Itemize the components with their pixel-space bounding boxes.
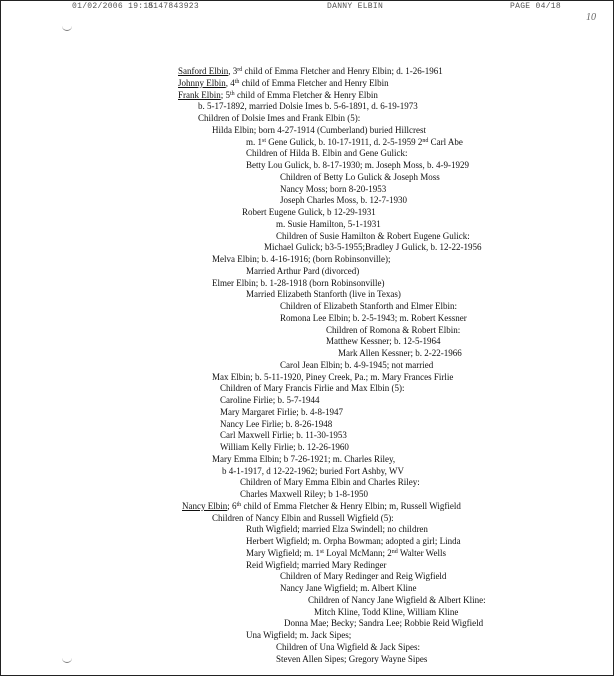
line-text: Children of Nancy Elbin and Russell Wigfield (5): [212, 512, 394, 523]
line-text: Children of Una Wigfield & Jack Sipes: [276, 641, 420, 652]
genealogy-line [178, 90, 378, 101]
line-text: Elmer Elbin; b. 1-28-1918 (born Robinsonville) [212, 277, 385, 288]
line-text: Mary Margaret Firlie; b. 4-8-1947 [220, 406, 344, 417]
line-text: Children of Hilda B. Elbin and Gene Gulick: [246, 148, 408, 159]
line-text: ; 5 [220, 89, 231, 100]
line-text: Romona Lee Elbin; b. 2-5-1943; m. Robert Kessner [280, 312, 467, 323]
genealogy-line [240, 489, 368, 500]
genealogy-line [246, 289, 401, 300]
genealogy-line [178, 66, 443, 77]
genealogy-line [220, 419, 332, 430]
genealogy-line [220, 395, 319, 406]
line-text: Carl Maxwell Firlie; b. 11-30-1953 [220, 430, 347, 441]
line-text: Una Wigfield; m. Jack Sipes; [246, 630, 352, 640]
fax-date-time: 01/02/2006 19:15 [72, 2, 154, 11]
line-text: Nancy Moss; born 8-20-1953 [280, 183, 387, 194]
line-text: Children of Romona & Robert Elbin: [326, 324, 461, 335]
line-text: Mitch Kline, Todd Kline, William Kline [314, 606, 459, 617]
line-text: Donna Mae; Becky; Sandra Lee; Robbie Reid Wigfield [284, 618, 484, 629]
genealogy-line [280, 195, 407, 206]
genealogy-line [280, 184, 386, 195]
genealogy-line [246, 160, 469, 171]
fax-header [0, 2, 614, 14]
genealogy-line [212, 454, 395, 465]
line-text: , 4 [225, 77, 235, 88]
line-text: Married Arthur Pard (divorced) [246, 265, 360, 276]
person-name-underlined: Nancy Elbin [182, 500, 228, 511]
genealogy-line [198, 113, 360, 124]
line-text: Reid Wigfield; married Mary Redinger [246, 559, 387, 570]
line-text: ; 6 [227, 500, 237, 511]
genealogy-line [220, 383, 404, 394]
line-text: Joseph Charles Moss, b. 12-7-1930 [280, 195, 407, 206]
genealogy-line [246, 548, 446, 559]
fax-page-number: PAGE 04/18 [510, 2, 562, 11]
genealogy-line [280, 313, 467, 324]
genealogy-line [264, 242, 481, 253]
genealogy-line [280, 172, 440, 183]
line-text: , 3 [228, 66, 238, 76]
ordinal-suffix: nd [422, 137, 429, 144]
line-text: m. Susie Hamilton, 5-1-1931 [276, 218, 381, 229]
ordinal-suffix: th [230, 90, 235, 97]
line-text: child of Emma Fletcher & Henry Elbin [234, 89, 378, 100]
genealogy-line [212, 125, 426, 136]
line-text: Ruth Wigfield; married Elza Swindell; no children [246, 524, 428, 535]
line-text: Children of Elizabeth Stanforth and Elmer Elbin: [280, 301, 457, 311]
line-text: Children of Betty Lo Gulick & Joseph Moss [280, 171, 440, 182]
genealogy-line [246, 630, 351, 641]
fax-number: 8147843923 [148, 2, 200, 11]
genealogy-line [240, 477, 420, 488]
genealogy-line [212, 372, 453, 383]
line-text: b 4-1-1917, d 12-22-1962; buried Fort Ashby, WV [222, 465, 404, 476]
genealogy-line [280, 583, 416, 594]
person-name-underlined: Sanford Elbin [178, 66, 229, 76]
line-text: child of Emma Fletcher and Henry Elbin [239, 77, 389, 88]
line-text: Matthew Kessner; b. 12-5-1964 [326, 336, 441, 347]
line-text: Max Elbin; b. 5-11-1920, Piney Creek, Pa.; m. Mary Frances Firlie [212, 371, 454, 382]
person-name-underlined: Johnny Elbin [178, 77, 226, 88]
line-text: Mary Emma Elbin; b 7-26-1921; m. Charles Riley, [212, 453, 396, 464]
genealogy-line [338, 348, 462, 359]
genealogy-line [326, 336, 440, 347]
line-text: Walter Wells [397, 547, 446, 558]
genealogy-line [220, 442, 349, 453]
line-text: Charles Maxwell Riley; b 1-8-1950 [240, 489, 368, 499]
line-text: Melva Elbin; b. 4-16-1916; (born Robinsonville); [212, 254, 391, 264]
ordinal-suffix: th [234, 78, 240, 85]
line-text: Children of Nancy Jane Wigfield & Albert Kline: [308, 594, 486, 605]
genealogy-line [212, 278, 384, 289]
line-text: m. 1 [246, 136, 263, 147]
line-text: b. 5-17-1892, married Dolsie Imes b. 5-6-1891, d. 6-19-1973 [198, 101, 418, 112]
line-text: Robert Eugene Gulick, b 12-29-1931 [242, 207, 376, 217]
ordinal-suffix: nd [391, 548, 398, 555]
line-text: Loyal McMann; 2 [323, 547, 392, 558]
fax-sender: DANNY ELBIN [327, 2, 384, 11]
line-text: Steven Allen Sipes; Gregory Wayne Sipes [276, 653, 428, 664]
line-text: Caroline Firlie; b. 5-7-1944 [220, 395, 320, 405]
genealogy-line [242, 207, 376, 218]
genealogy-line [178, 78, 389, 89]
genealogy-line [280, 571, 446, 582]
line-text: Married Elizabeth Stanforth (live in Texas) [246, 289, 401, 300]
genealogy-line [246, 536, 461, 547]
ordinal-suffix: st [262, 137, 267, 144]
line-text: Herbert Wigfield; m. Orpha Bowman; adopted a girl; Linda [246, 536, 461, 546]
line-text: Children of Mary Redinger and Reig Wigfield [280, 571, 447, 582]
line-text: Children of Mary Emma Elbin and Charles Riley: [240, 477, 420, 488]
line-text: Michael Gulick; b3-5-1955;Bradley J Gulick, b. 12-22-1956 [264, 242, 482, 253]
line-text: William Kelly Firlie; b. 12-26-1960 [220, 442, 349, 452]
genealogy-line [212, 513, 394, 524]
line-text: Nancy Jane Wigfield; m. Albert Kline [280, 583, 417, 593]
line-text: Gene Gulick, b. 10-17-1911, d. 2-5-1959 2 [266, 136, 423, 147]
genealogy-line [246, 266, 359, 277]
line-text: Children of Dolsie Imes and Frank Elbin (5): [198, 113, 361, 123]
genealogy-line [222, 466, 404, 477]
line-text: Carol Jean Elbin; b. 4-9-1945; not married [280, 359, 434, 370]
genealogy-line [212, 254, 390, 265]
genealogy-line [284, 618, 483, 629]
genealogy-line [314, 607, 458, 618]
genealogy-line [220, 407, 343, 418]
handwritten-page-mark: 10 [586, 12, 596, 23]
genealogy-line [246, 524, 428, 535]
ordinal-suffix: st [319, 548, 324, 555]
genealogy-line [246, 560, 386, 571]
line-text: Betty Lou Gulick, b. 8-17-1930; m. Joseph Moss, b. 4-9-1929 [246, 160, 469, 170]
genealogy-line [246, 137, 463, 148]
line-text: child of Emma Fletcher & Henry Elbin; m, Russell Wigfield [241, 500, 461, 511]
line-text: Nancy Lee Firlie; b. 8-26-1948 [220, 418, 333, 429]
person-name-underlined: Frank Elbin [178, 89, 221, 100]
genealogy-line [326, 325, 460, 336]
genealogy-line [280, 301, 457, 312]
genealogy-line [308, 595, 486, 606]
line-text: Children of Susie Hamilton & Robert Eugene Gulick: [276, 230, 470, 241]
genealogy-line [276, 642, 420, 653]
line-text: Children of Mary Francis Firlie and Max Elbin (5): [220, 383, 405, 394]
genealogy-line [198, 101, 418, 112]
genealogy-line [276, 219, 381, 230]
genealogy-line [246, 148, 407, 159]
line-text: child of Emma Fletcher and Henry Elbin; d. 1-26-1961 [242, 66, 443, 76]
ordinal-suffix: rd [237, 67, 243, 73]
line-text: Mark Allen Kessner; b. 2-22-1966 [338, 348, 462, 358]
line-text: Mary Wigfield; m. 1 [246, 547, 320, 558]
genealogy-line [182, 501, 461, 512]
genealogy-line [220, 430, 347, 441]
line-text: Carl Abe [428, 136, 463, 147]
genealogy-line [280, 360, 433, 371]
genealogy-line [276, 654, 427, 665]
line-text: Hilda Elbin; born 4-27-1914 (Cumberland) buried Hillcrest [212, 124, 426, 135]
ordinal-suffix: th [236, 501, 242, 508]
genealogy-line [276, 231, 470, 242]
